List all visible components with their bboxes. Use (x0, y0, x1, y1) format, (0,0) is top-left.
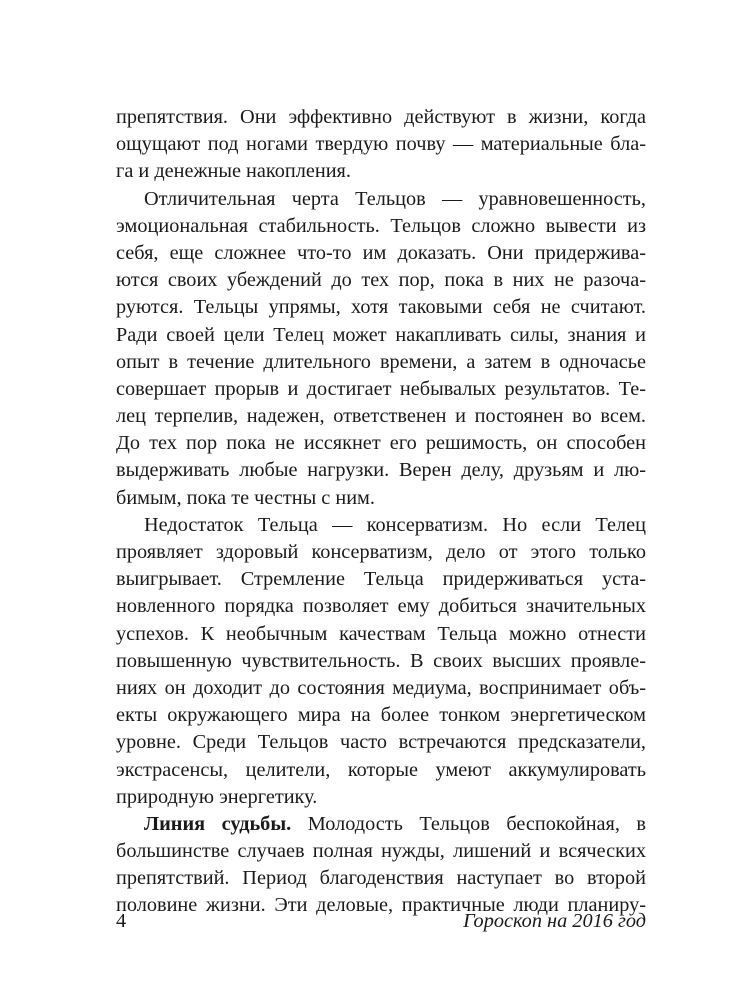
text-line: ощущают под ногами твердую почву — материальные бла- (116, 133, 646, 156)
text-line: До тех пор пока не иссякнет его решимость, он способен (116, 432, 646, 455)
text-line: успехов. К необычным качествам Тельца можно отнести (116, 622, 646, 645)
text-line: Отличительная черта Тельцов — уравновешенность, (144, 187, 646, 210)
text-line: выигрывает. Стремление Тельца придерживаться уста- (116, 568, 646, 591)
text-line: себя, еще сложнее что-то им доказать. Они придержива- (116, 241, 646, 264)
paragraph (116, 104, 646, 186)
page-number: 4 (116, 910, 127, 932)
text-line: га и денежные накопления. (116, 160, 351, 183)
paragraph (116, 512, 646, 811)
text-run: Молодость Тельцов беспокойная, в (291, 812, 646, 835)
text-line: совершает прорыв и достигает небывалых результатов. Те- (116, 377, 646, 400)
text-line: ются своих убеждений до тех пор, пока в них не разоча- (116, 269, 646, 292)
paragraph (116, 811, 646, 920)
text-line: бимым, пока те честны с ним. (116, 486, 375, 509)
text-line: эмоциональная стабильность. Тельцов сложно вывести из (116, 214, 646, 237)
text-line: опыт в течение длительного времени, а затем в одночасье (116, 350, 646, 373)
page-body (116, 104, 646, 920)
text-line: половине жизни. Эти деловые, практичные люди планиру- (116, 894, 646, 917)
text-line: выдерживать любые нагрузки. Верен делу, друзьям и лю- (116, 459, 646, 482)
text-line: екты окружающего мира на более тонком энергетическом (116, 704, 646, 727)
text-line: Ради своей цели Телец может накапливать силы, знания и (116, 323, 646, 346)
text-line: Недостаток Тельца — консерватизм. Но если Телец (144, 513, 646, 536)
text-line: препятствия. Они эффективно действуют в жизни, когда (116, 106, 646, 128)
text-line: лец терпелив, надежен, ответственен и постоянен во всем. (116, 405, 646, 428)
text-line: руются. Тельцы упрямы, хотя таковыми себя не считают. (116, 296, 646, 319)
paragraph (116, 186, 646, 512)
text-line: препятствий. Период благоденствия наступает во второй (116, 867, 646, 890)
text-line: новленного порядка позволяет ему добиться значительных (116, 595, 646, 618)
text-line: экстрасенсы, целители, которые умеют аккумулировать (116, 758, 646, 781)
section-heading: Линия судьбы. (144, 812, 292, 835)
running-title: Гороскоп на 2016 год (463, 910, 646, 932)
text-line: проявляет здоровый консерватизм, дело от этого только (116, 541, 646, 563)
text-line: ниях он доходит до состояния медиума, воспринимает объ- (116, 676, 646, 699)
text-line: природную энергетику. (116, 785, 318, 808)
text-line (116, 811, 646, 838)
page-footer (116, 906, 646, 936)
text-line: большинстве случаев полная нужды, лишений и всяческих (116, 840, 646, 863)
text-line: уровне. Среди Тельцов часто встречаются предсказатели, (116, 731, 646, 754)
text-line: повышенную чувствительность. В своих высших проявле- (116, 649, 646, 672)
